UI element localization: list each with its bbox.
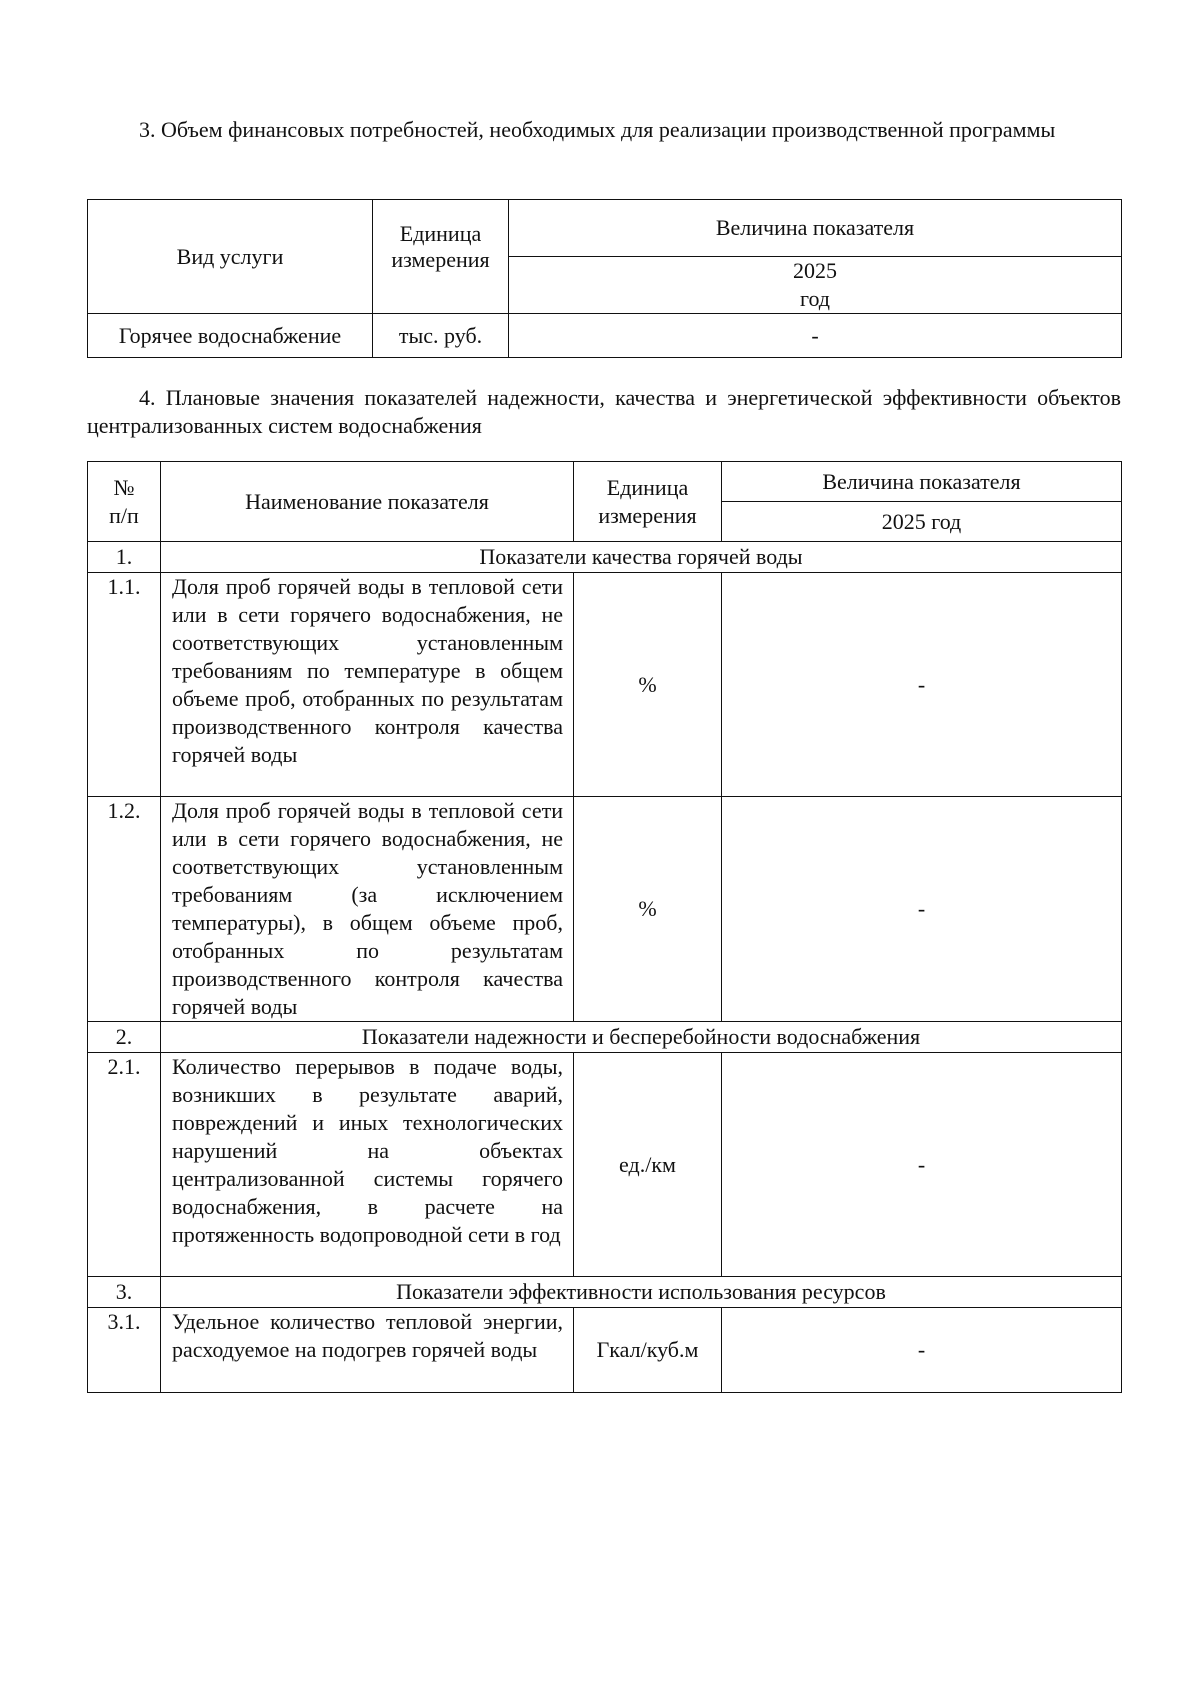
header-year: 2025 год [722, 502, 1122, 542]
group-title: Показатели качества горячей воды [161, 542, 1122, 573]
row-unit: % [574, 573, 722, 797]
section-row [88, 1277, 1122, 1308]
row-unit: % [574, 797, 722, 1022]
header-num-line1: № [113, 474, 135, 500]
section-3-heading: 3. Объем финансовых потребностей, необходимых для реализации производственной программы [139, 117, 1056, 142]
row-value: - [722, 573, 1122, 797]
header-year-number: 2025 [793, 258, 837, 283]
cell-service: Горячее водоснабжение [88, 314, 373, 358]
row-name: Удельное количество тепловой энергии, расходуемое на подогрев горячей воды [161, 1308, 574, 1393]
header-unit [373, 200, 509, 314]
header-unit [574, 462, 722, 542]
header-num [88, 462, 161, 542]
header-service: Вид услуги [88, 200, 373, 314]
header-year [509, 257, 1122, 314]
header-unit-text: Единица измерения [598, 474, 697, 528]
section-4-heading: 4. Плановые значения показателей надежности, качества и энергетической эффективности объектов централизованных систем водоснабжения [87, 385, 1121, 438]
table-row [88, 573, 1122, 797]
header-num-line2: п/п [109, 502, 139, 528]
table-row [88, 1053, 1122, 1277]
row-value: - [722, 1308, 1122, 1393]
cell-unit: тыс. руб. [373, 314, 509, 358]
header-value: Величина показателя [722, 462, 1122, 502]
row-name: Доля проб горячей воды в тепловой сети или в сети горячего водоснабжения, не соответствующих установленным требованиям (за исключением температуры), в общем объеме проб, отобранных по результатам производственного контроля качества горячей воды [161, 797, 574, 1022]
section-row [88, 542, 1122, 573]
row-num: 1.1. [88, 573, 161, 797]
table-row [88, 1308, 1122, 1393]
header-year-word: год [799, 286, 831, 311]
group-title: Показатели надежности и бесперебойности водоснабжения [161, 1022, 1122, 1053]
row-num: 2.1. [88, 1053, 161, 1277]
cell-value: - [509, 314, 1122, 358]
row-num: 1.2. [88, 797, 161, 1022]
header-unit-text: Единица измерения [391, 220, 490, 272]
row-name: Количество перерывов в подаче воды, возникших в результате аварий, повреждений и иных технологических нарушений на объектах централизованной системы горячего водоснабжения, в расчете на протяженность водопроводной сети в год [161, 1053, 574, 1277]
row-value: - [722, 1053, 1122, 1277]
group-title: Показатели эффективности использования ресурсов [161, 1277, 1122, 1308]
row-name: Доля проб горячей воды в тепловой сети или в сети горячего водоснабжения, не соответствующих установленным требованиям по температуре в общем объеме проб, отобранных по результатам производственного контроля качества горячей воды [161, 573, 574, 797]
financial-needs-table [87, 199, 1122, 358]
row-unit: ед./км [574, 1053, 722, 1277]
row-value: - [722, 797, 1122, 1022]
header-name: Наименование показателя [161, 462, 574, 542]
group-num: 3. [88, 1277, 161, 1308]
table-row [88, 314, 1122, 358]
indicators-table [87, 461, 1122, 1393]
table-row [88, 797, 1122, 1022]
row-num: 3.1. [88, 1308, 161, 1393]
header-value: Величина показателя [509, 200, 1122, 257]
row-unit: Гкал/куб.м [574, 1308, 722, 1393]
section-row [88, 1022, 1122, 1053]
group-num: 1. [88, 542, 161, 573]
group-num: 2. [88, 1022, 161, 1053]
